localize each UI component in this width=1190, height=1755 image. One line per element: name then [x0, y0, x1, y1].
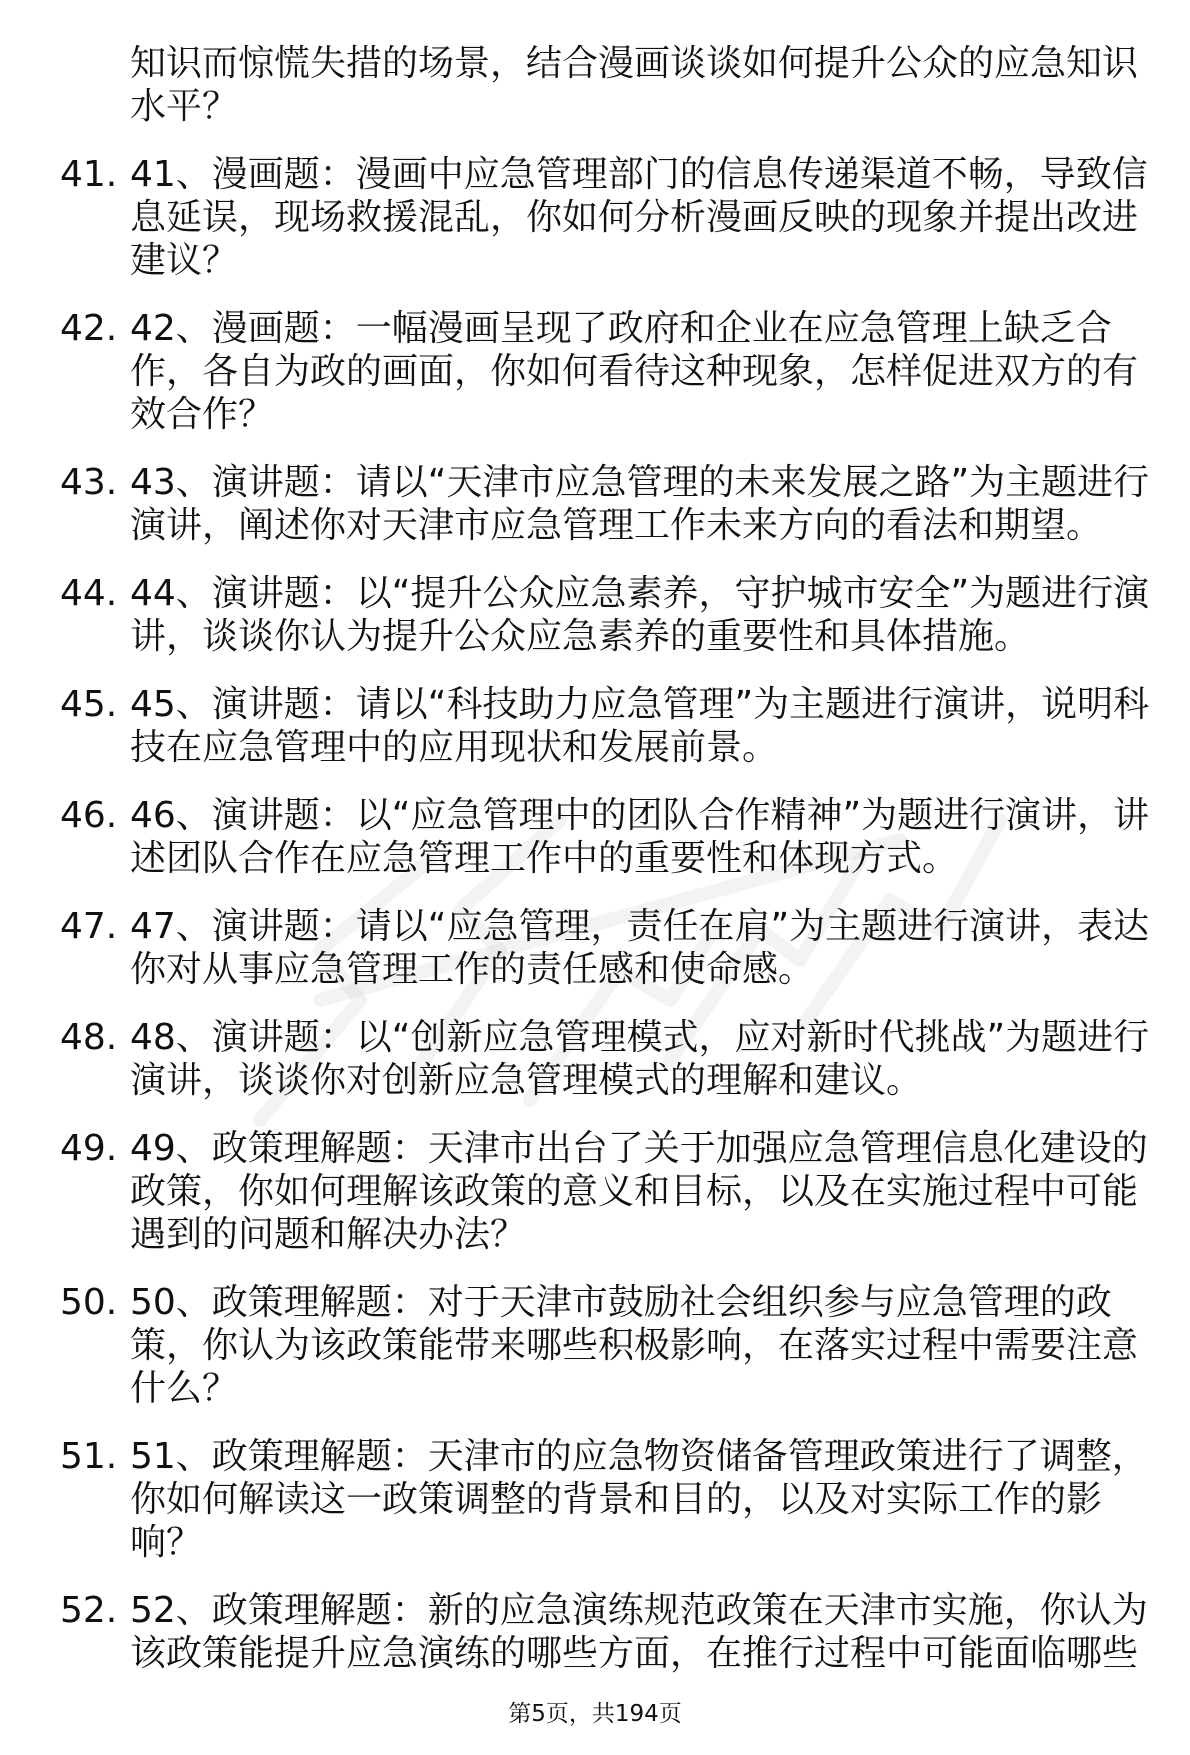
text-line: 41、漫画题：漫画中应急管理部门的信息传递渠道不畅，导致信: [130, 154, 1148, 195]
question-item-45: [60, 683, 1150, 769]
question-item-51: [60, 1435, 1150, 1564]
question-text: [130, 153, 1150, 282]
question-number: 52.: [60, 1590, 118, 1631]
question-item-48: [60, 1016, 1150, 1102]
question-list: [60, 42, 1150, 1675]
question-number: 41.: [60, 154, 118, 195]
text-line: 演讲，谈谈你对创新应急管理模式的理解和建议。: [130, 1060, 923, 1101]
text-line: 知识而惊慌失措的场景，结合漫画谈谈如何提升公众的应急知识: [130, 43, 1139, 84]
question-item-47: [60, 905, 1150, 991]
question-number: 47.: [60, 906, 118, 947]
question-text: [130, 307, 1150, 436]
question-number: 51.: [60, 1436, 118, 1477]
text-line: 策，你认为该政策能带来哪些积极影响，在落实过程中需要注意: [130, 1325, 1139, 1366]
question-number: 43.: [60, 462, 118, 503]
question-text: [130, 1589, 1150, 1675]
question-item-49: [60, 1127, 1150, 1256]
text-line: 讲，谈谈你认为提升公众应急素养的重要性和具体措施。: [130, 616, 1031, 657]
text-line: 作，各自为政的画面，你如何看待这种现象，怎样促进双方的有: [130, 351, 1139, 392]
question-text: [130, 1281, 1150, 1410]
text-line: 技在应急管理中的应用现状和发展前景。: [130, 727, 779, 768]
text-line: 该政策能提升应急演练的哪些方面，在推行过程中可能面临哪些: [130, 1633, 1139, 1674]
question-text: [130, 794, 1150, 880]
text-line: 42、漫画题：一幅漫画呈现了政府和企业在应急管理上缺乏合: [130, 308, 1112, 349]
text-line: 效合作？: [130, 394, 275, 435]
question-item-43: [60, 461, 1150, 547]
question-item-44: [60, 572, 1150, 658]
text-line: 建议？: [130, 240, 239, 281]
question-number: 46.: [60, 795, 118, 836]
text-line: 43、演讲题：请以“天津市应急管理的未来发展之路”为主题进行: [130, 462, 1150, 503]
text-line: 响？: [130, 1522, 203, 1563]
question-text: [130, 1016, 1150, 1102]
question-number: 42.: [60, 308, 118, 349]
question-number: 49.: [60, 1128, 118, 1169]
question-text: [130, 683, 1150, 769]
question-item-50: [60, 1281, 1150, 1410]
question-item-41: [60, 153, 1150, 282]
text-line: 45、演讲题：请以“科技助力应急管理”为主题进行演讲，说明科: [130, 684, 1150, 725]
text-line: 44、演讲题：以“提升公众应急素养，守护城市安全”为题进行演: [130, 573, 1150, 614]
text-line: 51、政策理解题：天津市的应急物资储备管理政策进行了调整，: [130, 1436, 1148, 1477]
text-line: 你对从事应急管理工作的责任感和使命感。: [130, 949, 815, 990]
question-number: 50.: [60, 1282, 118, 1323]
question-text: [130, 572, 1150, 658]
question-text: [130, 461, 1150, 547]
page-number-footer: 第5页，共194页: [508, 1701, 682, 1727]
text-line: 52、政策理解题：新的应急演练规范政策在天津市实施，你认为: [130, 1590, 1148, 1631]
text-line: 水平？: [130, 86, 239, 127]
text-line: 什么？: [130, 1368, 239, 1409]
question-text: [130, 1435, 1150, 1564]
text-line: 演讲，阐述你对天津市应急管理工作未来方向的看法和期望。: [130, 505, 1103, 546]
question-item-42: [60, 307, 1150, 436]
text-line: 你如何解读这一政策调整的背景和目的，以及对实际工作的影: [130, 1479, 1103, 1520]
question-text: [130, 1127, 1150, 1256]
text-line: 48、演讲题：以“创新应急管理模式，应对新时代挑战”为题进行: [130, 1017, 1150, 1058]
text-line: 46、演讲题：以“应急管理中的团队合作精神”为题进行演讲，讲: [130, 795, 1150, 836]
continued-question-text: [130, 42, 1150, 128]
text-line: 49、政策理解题：天津市出台了关于加强应急管理信息化建设的: [130, 1128, 1148, 1169]
question-item-46: [60, 794, 1150, 880]
question-text: [130, 905, 1150, 991]
question-number: 44.: [60, 573, 118, 614]
text-line: 遇到的问题和解决办法？: [130, 1214, 527, 1255]
text-line: 50、政策理解题：对于天津市鼓励社会组织参与应急管理的政: [130, 1282, 1112, 1323]
question-number: 45.: [60, 684, 118, 725]
text-line: 政策，你如何理解该政策的意义和目标，以及在实施过程中可能: [130, 1171, 1139, 1212]
text-line: 述团队合作在应急管理工作中的重要性和体现方式。: [130, 838, 959, 879]
text-line: 息延误，现场救援混乱，你如何分析漫画反映的现象并提出改进: [130, 197, 1139, 238]
question-number: 48.: [60, 1017, 118, 1058]
text-line: 47、演讲题：请以“应急管理，责任在肩”为主题进行演讲，表达: [130, 906, 1150, 947]
question-item-52: [60, 1589, 1150, 1675]
